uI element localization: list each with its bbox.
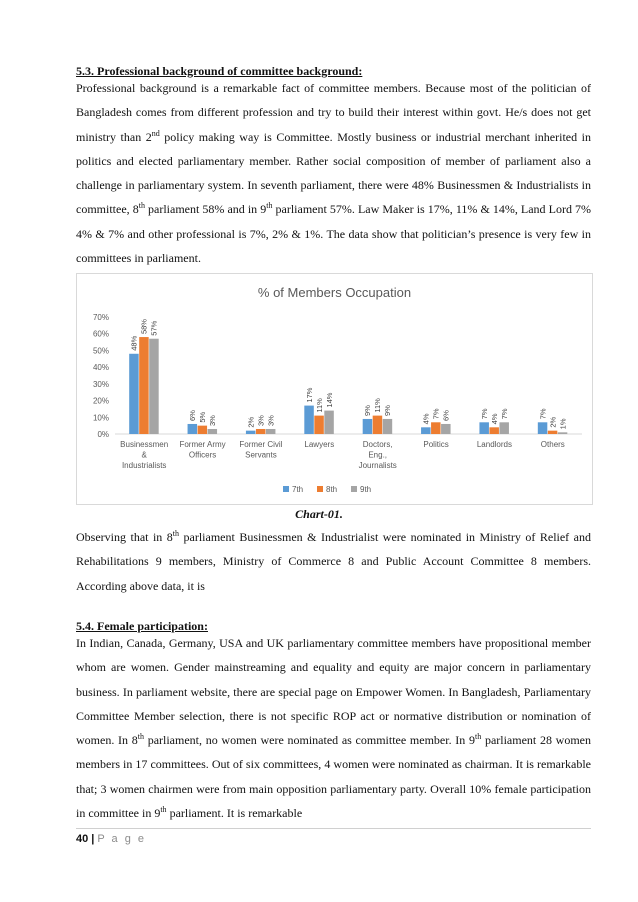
category-label: Businessmen & Industrialists <box>120 440 169 470</box>
y-tick-label: 70% <box>92 313 109 322</box>
y-tick-label: 20% <box>92 396 109 406</box>
page-number: 40 <box>76 833 89 845</box>
data-label: 48% <box>129 335 139 351</box>
data-label: 7% <box>431 408 441 420</box>
data-label: 6% <box>441 410 451 421</box>
data-label: 1% <box>558 418 568 430</box>
section-5-4-paragraph: In Indian, Canada, Germany, USA and UK parliamentary committee members have propositional member whom are women. Gender mainstreaming and equality and equity are major concern in parliamentary business. In parliament website, there are special page on Empower Women. In Bangladesh, Parliamentary Committee Member selection, there is not specific ROP act or normative distribution or nomination of women. In 8th parliament, no women were nominated as committee member. In 9th parliament 28 women members in 17 committees. Out of six committees, 4 women were nominated as chairman. It is remarkable that; 3 women chairmen were from main opposition parliamentary party. Overall 10% female participation in committee in 9th parliament. It is remarkable <box>76 636 592 821</box>
bar-7th-0 <box>129 354 139 434</box>
chart-caption: Chart-01. <box>295 507 343 521</box>
bar-9th-3 <box>324 411 334 434</box>
page-word: P a g e <box>97 833 146 845</box>
category-label: Others <box>540 440 565 449</box>
legend-swatch-8th <box>317 486 323 492</box>
bar-7th-1 <box>188 424 198 434</box>
data-label: 5% <box>198 411 208 423</box>
bar-8th-3 <box>314 416 324 434</box>
bar-8th-0 <box>139 337 149 434</box>
category-label: Politics <box>423 440 449 449</box>
legend-swatch-7th <box>283 486 289 492</box>
bar-9th-0 <box>149 339 159 434</box>
data-label: 3% <box>208 415 218 426</box>
bar-9th-1 <box>208 429 218 434</box>
data-label: 58% <box>139 319 149 335</box>
legend-label-8th: 8th <box>326 485 338 494</box>
data-label: 9% <box>383 405 393 416</box>
bar-9th-6 <box>499 422 509 434</box>
bar-9th-5 <box>441 424 451 434</box>
category-label: Lawyers <box>304 440 335 449</box>
y-tick-label: 40% <box>92 363 109 373</box>
bar-9th-4 <box>383 419 393 434</box>
bar-7th-5 <box>421 427 431 434</box>
bar-7th-6 <box>479 422 489 434</box>
bar-8th-4 <box>373 416 383 434</box>
section-5-3-heading: 5.3. Professional background of committee background: <box>76 64 363 78</box>
data-label: 14% <box>324 392 334 408</box>
bar-8th-6 <box>489 427 499 434</box>
data-label: 7% <box>479 408 489 420</box>
legend-label-7th: 7th <box>292 485 304 494</box>
section-5-3-paragraph: Professional background is a remarkable fact of committee members. Because most of the politician of Bangladesh comes from different profession and try to build their interest within govt. He/s does not get ministry than 2nd policy making way is Committee. Mostly business or industrial merchant inherited in politics and elected parliamentary member. Rather social composition of member of parliament also a challenge in parliamentary system. In seventh parliament, there were 48% Businessmen & Industrialists in committee, 8th parliament 58% and in 9th parliament 57%. Law Maker is 17%, 11% & 14%, Land Lord 7% 4% & 7% and other professional is 7%, 2% & 1%. The data show that politician’s presence is very few in committees in parliament. <box>76 81 592 266</box>
bar-8th-1 <box>198 426 208 434</box>
data-label: 57% <box>149 320 159 336</box>
paragraph-after-chart: Observing that in 8th parliament Businessmen & Industrialist were nominated in Ministry of Relief and Rehabilitations 9 members, Ministry of Commerce 8 and Public Account Committee 8 members. According above data, it is <box>76 529 591 593</box>
data-label: 4% <box>489 413 499 425</box>
bar-7th-7 <box>538 422 548 434</box>
category-label: Landlords <box>476 440 513 449</box>
data-label: 9% <box>363 405 373 416</box>
section-5-4-heading: 5.4. Female participation: <box>76 619 208 633</box>
footer-divider <box>76 828 591 829</box>
data-label: 7% <box>499 408 509 420</box>
category-label: Former Army Officers <box>179 440 226 460</box>
occupation-chart <box>76 273 593 505</box>
bar-7th-4 <box>363 419 373 434</box>
data-label: 17% <box>304 387 314 403</box>
legend-swatch-9th <box>351 486 357 492</box>
bar-7th-2 <box>246 431 256 434</box>
legend-label-9th: 9th <box>360 485 372 494</box>
y-tick-label: 50% <box>92 346 109 356</box>
data-label: 11% <box>314 398 324 413</box>
bar-9th-2 <box>266 429 276 434</box>
data-label: 11% <box>373 398 383 413</box>
chart-title: % of Members Occupation <box>257 285 412 300</box>
page-footer <box>76 833 146 845</box>
data-label: 3% <box>256 415 266 426</box>
data-label: 7% <box>538 408 548 420</box>
data-label: 4% <box>421 413 431 425</box>
y-tick-label: 10% <box>92 413 109 423</box>
data-label: 3% <box>266 415 276 426</box>
category-label: Doctors, Eng., Journalists <box>358 440 397 470</box>
data-label: 2% <box>246 416 256 428</box>
bar-9th-7 <box>558 432 568 434</box>
y-tick-label: 30% <box>92 379 109 389</box>
category-label: Former Civil Servants <box>239 440 283 460</box>
bar-7th-3 <box>304 406 314 434</box>
bar-8th-2 <box>256 429 266 434</box>
y-tick-label: 60% <box>92 329 109 339</box>
bar-8th-7 <box>548 431 558 434</box>
footer-separator: | <box>91 833 95 845</box>
bar-8th-5 <box>431 422 441 434</box>
data-label: 2% <box>548 416 558 428</box>
y-tick-label: 0% <box>97 430 109 439</box>
chart-plot <box>77 274 592 504</box>
data-label: 6% <box>188 410 198 421</box>
